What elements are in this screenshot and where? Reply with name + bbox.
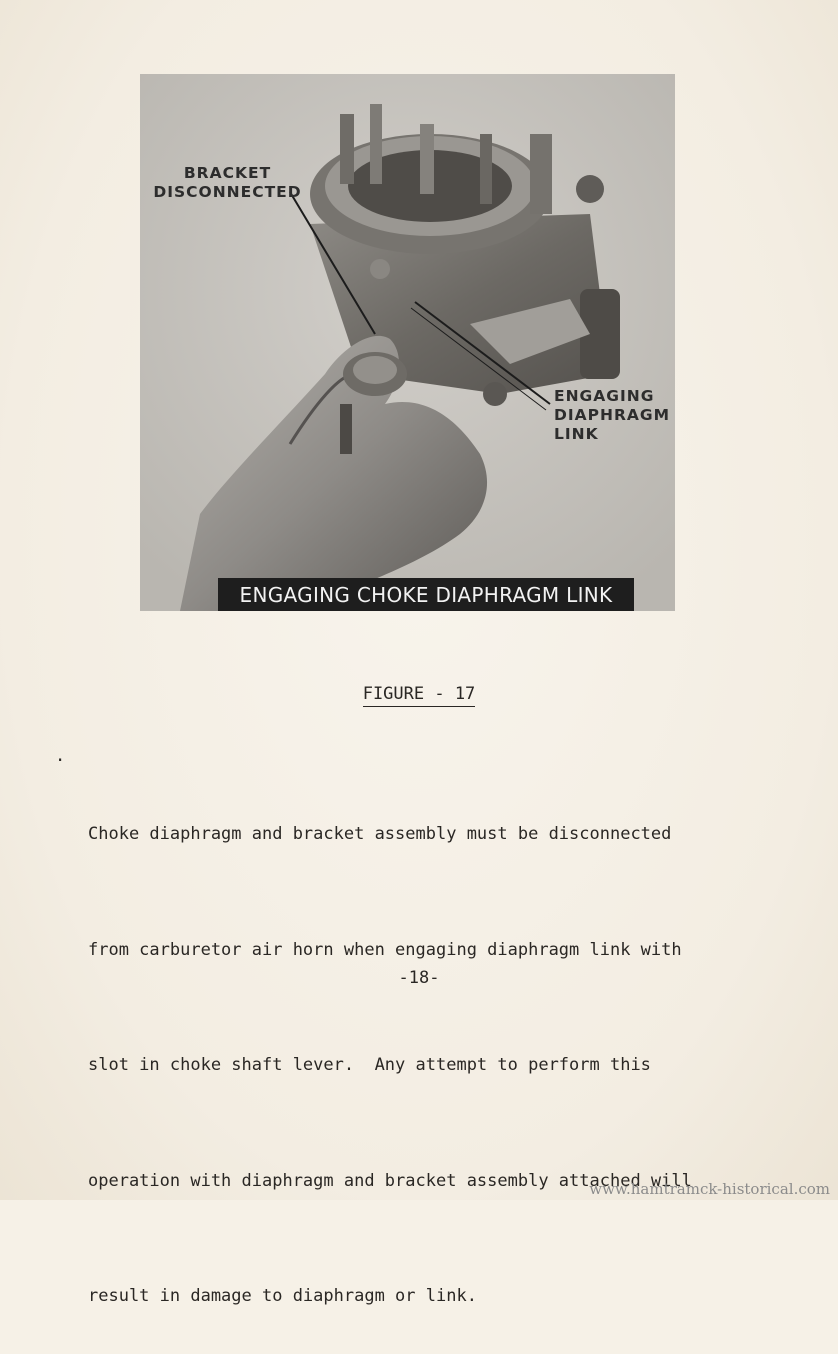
- body-line: Choke diaphragm and bracket assembly must be disconnected: [88, 824, 672, 844]
- engaging-label-line2: DIAPHRAGM: [554, 406, 671, 424]
- body-line: operation with diaphragm and bracket assembly attached will: [88, 1170, 692, 1191]
- page-number: -18-: [398, 968, 440, 988]
- body-paragraph: [88, 738, 788, 1354]
- watermark: www.hamtramck-historical.com: [589, 1180, 830, 1198]
- engaging-label-line1: ENGAGING: [554, 387, 655, 405]
- figure-title-text: FIGURE - 17: [363, 684, 476, 707]
- carburetor-photo: [140, 74, 675, 611]
- bracket-label-line1: BRACKET: [183, 164, 272, 182]
- figure-title: [0, 684, 838, 704]
- bracket-label-line2: DISCONNECTED: [153, 183, 302, 201]
- body-line: from carburetor air horn when engaging diaphragm link with: [88, 939, 682, 960]
- paragraph-bullet: .: [55, 746, 66, 766]
- engaging-diaphragm-link-label: [554, 387, 670, 444]
- photo-caption: ENGAGING CHOKE DIAPHRAGM LINK: [218, 578, 634, 611]
- bracket-disconnected-label: [150, 164, 305, 202]
- body-line: result in damage to diaphragm or link.: [88, 1286, 477, 1306]
- carburetor-illustration: [140, 74, 675, 611]
- engaging-label-line3: LINK: [554, 425, 599, 443]
- body-line: slot in choke shaft lever. Any attempt to perform this: [88, 1055, 651, 1075]
